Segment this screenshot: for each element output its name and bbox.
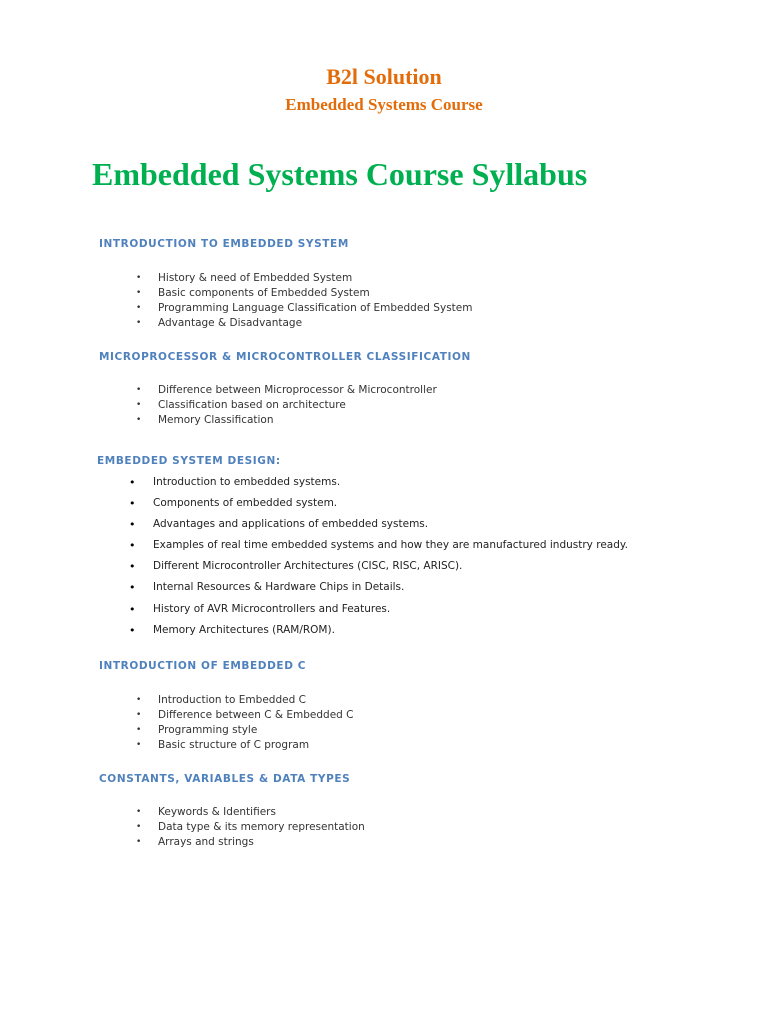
- bullet-icon: •: [136, 807, 142, 817]
- list-item: • History & need of Embedded System: [136, 272, 353, 284]
- list-item: • Programming Language Classification of Embedded System: [136, 302, 473, 314]
- bullet-icon: •: [136, 695, 142, 705]
- list-item: • Advantage & Disadvantage: [136, 317, 303, 329]
- list-item: • History of AVR Microcontrollers and Features.: [153, 599, 628, 620]
- list-item: • Difference between C & Embedded C: [136, 709, 354, 721]
- list-item: • Introduction to Embedded C: [136, 694, 306, 706]
- list-item: • Memory Architectures (RAM/ROM).: [153, 620, 628, 641]
- bullet-icon: •: [136, 822, 142, 832]
- list-item: • Internal Resources & Hardware Chips in Details.: [153, 577, 628, 598]
- section-heading-embedded-system-design: EMBEDDED SYSTEM DESIGN:: [97, 455, 281, 467]
- section-list-microprocessor-classification: [136, 383, 437, 428]
- section-heading-constants-variables: CONSTANTS, VARIABLES & DATA TYPES: [99, 773, 351, 785]
- bullet-icon: •: [129, 476, 136, 489]
- bullet-icon: •: [129, 602, 136, 616]
- list-item: • Arrays and strings: [136, 836, 254, 848]
- section-heading-microprocessor-classification: MICROPROCESSOR & MICROCONTROLLER CLASSIFICATION: [99, 351, 471, 363]
- course-subtitle: Embedded Systems Course: [285, 95, 483, 114]
- section-list-constants-variables: [136, 805, 365, 850]
- bullet-icon: •: [136, 400, 142, 410]
- section-list-intro-embedded-system: [136, 271, 473, 331]
- bullet-icon: •: [136, 318, 142, 328]
- bullet-icon: •: [136, 710, 142, 720]
- bullet-icon: •: [129, 497, 136, 511]
- bullet-icon: •: [136, 273, 142, 283]
- list-item: • Programming style: [136, 724, 258, 736]
- list-item: • Basic structure of C program: [136, 739, 310, 751]
- list-item: • Data type & its memory representation: [136, 821, 365, 833]
- bullet-icon: •: [129, 581, 136, 595]
- section-list-intro-embedded-c: [136, 693, 354, 753]
- bullet-icon: •: [129, 623, 136, 637]
- bullet-icon: •: [136, 303, 142, 313]
- page-title: Embedded Systems Course Syllabus: [92, 156, 588, 192]
- section-list-embedded-system-design: [129, 472, 628, 641]
- bullet-icon: •: [136, 725, 142, 735]
- bullet-icon: •: [136, 415, 142, 425]
- bullet-icon: •: [136, 740, 142, 750]
- bullet-icon: •: [129, 518, 136, 532]
- list-item: • Difference between Microprocessor & Microcontroller: [136, 384, 437, 396]
- list-item: • Advantages and applications of embedded systems.: [153, 514, 628, 535]
- list-item: • Introduction to embedded systems.: [153, 472, 628, 493]
- section-heading-intro-embedded-system: INTRODUCTION TO EMBEDDED SYSTEM: [99, 238, 349, 250]
- list-item: • Different Microcontroller Architectures (CISC, RISC, ARISC).: [153, 556, 628, 577]
- section-heading-intro-embedded-c: INTRODUCTION OF EMBEDDED C: [99, 660, 307, 672]
- list-item: • Keywords & Identifiers: [136, 806, 276, 818]
- company-title: B2l Solution: [326, 64, 442, 89]
- bullet-icon: •: [136, 837, 142, 847]
- bullet-icon: •: [136, 288, 142, 298]
- bullet-icon: •: [129, 539, 136, 553]
- list-item: • Classification based on architecture: [136, 399, 346, 411]
- bullet-icon: •: [136, 385, 142, 395]
- bullet-icon: •: [129, 560, 136, 574]
- list-item: • Components of embedded system.: [153, 493, 628, 514]
- list-item: • Basic components of Embedded System: [136, 287, 370, 299]
- list-item: • Examples of real time embedded systems and how they are manufactured industry ready.: [153, 535, 628, 556]
- list-item: • Memory Classification: [136, 414, 274, 426]
